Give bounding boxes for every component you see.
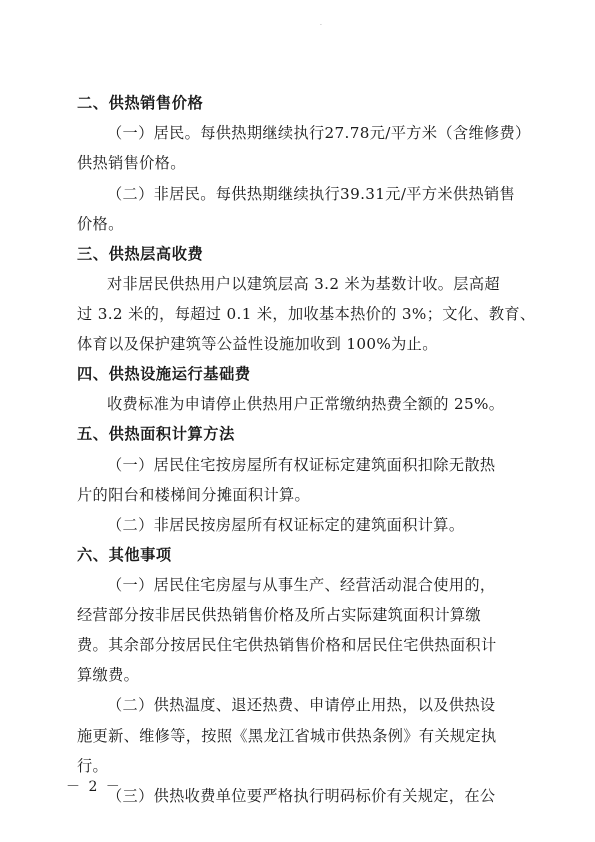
paragraph-line: 收费标准为申请停止供热用户正常缴纳热费全额的 25%。 <box>107 395 505 413</box>
paragraph-line: 对非居民供热用户以建筑层高 3.2 米为基数计收。层高超 <box>107 275 500 293</box>
paragraph-line: 施更新、维修等，按照《黑龙江省城市供热条例》有关规定执 <box>77 727 497 745</box>
paragraph-line: 行。 <box>77 757 109 775</box>
top-mark: · <box>320 22 322 29</box>
page-number: － 2 － <box>66 779 122 795</box>
section-heading: 五、供热面积计算方法 <box>77 425 235 443</box>
paragraph-line: （三）供热收费单位要严格执行明码标价有关规定，在公 <box>107 787 496 805</box>
paragraph-line: （二）非居民按房屋所有权证标定的建筑面积计算。 <box>107 516 465 534</box>
paragraph-line: 体育以及保护建筑等公益性设施加收到 100%为止。 <box>77 335 438 353</box>
paragraph-line: 片的阳台和楼梯间分摊面积计算。 <box>77 486 311 504</box>
paragraph-line: （一）居民住宅房屋与从事生产、经营活动混合使用的， <box>107 576 496 594</box>
paragraph-line: 供热销售价格。 <box>77 154 186 172</box>
paragraph-line: 价格。 <box>77 215 124 233</box>
paragraph-line: （二）非居民。每供热期继续执行39.31元/平方米供热销售 <box>107 185 516 203</box>
section-heading: 四、供热设施运行基础费 <box>77 365 251 383</box>
paragraph-line: （一）居民住宅按房屋所有权证标定建筑面积扣除无散热 <box>107 456 496 474</box>
section-heading: 二、供热销售价格 <box>77 94 204 112</box>
paragraph-line: 经营部分按非居民供热销售价格及所占实际建筑面积计算缴 <box>77 606 481 624</box>
paragraph-line: 算缴费。 <box>77 666 140 684</box>
paragraph-line: （一）居民。每供热期继续执行27.78元/平方米（含维修费） <box>107 124 531 142</box>
section-heading: 六、其他事项 <box>77 546 172 564</box>
section-heading: 三、供热层高收费 <box>77 245 204 263</box>
paragraph-line: 过 3.2 米的，每超过 0.1 米，加收基本热价的 3%；文化、教育、 <box>77 305 536 323</box>
paragraph-line: 费。其余部分按居民住宅供热销售价格和居民住宅供热面积计 <box>77 636 497 654</box>
paragraph-line: （二）供热温度、退还热费、申请停止用热，以及供热设 <box>107 696 496 714</box>
